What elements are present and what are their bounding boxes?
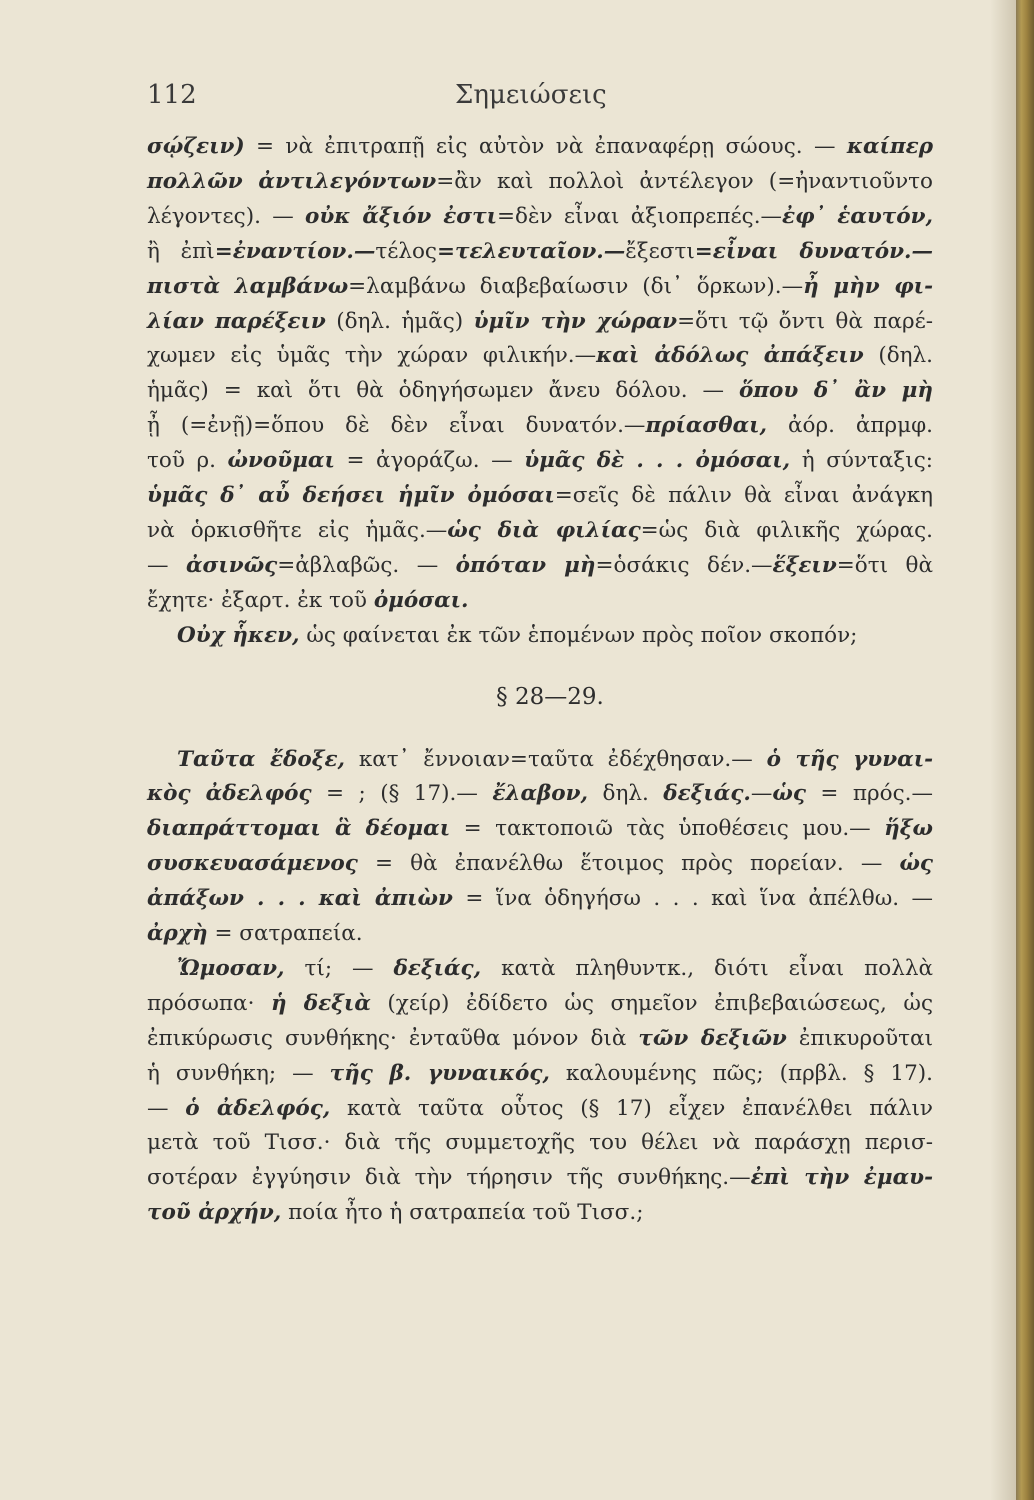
lemma: ἦ μὴν φι- <box>803 273 934 299</box>
text-line <box>147 882 933 917</box>
notes-paragraph-2 <box>147 743 933 952</box>
lemma: ἕξειν <box>772 552 837 578</box>
gloss-text: δηλ. <box>588 781 664 807</box>
text-line <box>147 130 933 165</box>
page-number: 112 <box>147 80 197 110</box>
text-line <box>147 1092 933 1127</box>
lemma: ὀμόσαι. <box>373 587 469 613</box>
text-line <box>147 235 933 270</box>
lemma: ὡς <box>772 781 806 807</box>
page-header <box>0 80 1016 120</box>
lemma: =τελευταῖον.— <box>436 238 626 264</box>
lemma: ἀπάξων . . . καὶ ἀπιὼν <box>147 886 453 912</box>
text-line <box>147 549 933 584</box>
gloss-text: =ὅτι τῷ ὄντι θὰ παρέ- <box>677 308 934 334</box>
text-line <box>147 200 933 235</box>
lemma: τῶν δεξιῶν <box>638 1025 787 1051</box>
gloss-text: =λαμβάνω διαβεβαίωσιν (δι᾽ ὅρκων).— <box>348 273 804 299</box>
lemma: ἡ δεξιὰ <box>270 990 371 1016</box>
gloss-text: χωμεν εἰς ὑμᾶς τὴν χώραν φιλικήν.— <box>147 343 597 369</box>
text-line <box>147 987 933 1022</box>
lemma: ἔλαβον, <box>492 781 589 807</box>
text-line <box>147 1126 933 1161</box>
lemma: πιστὰ λαμβάνω <box>147 273 349 299</box>
gloss-text: ἔξεστι <box>625 238 695 264</box>
gloss-text: ἐπικύρωσις συνθήκης· ἐνταῦθα μόνον διὰ <box>147 1025 639 1051</box>
lemma: λίαν παρέξειν <box>147 308 326 334</box>
lemma: ὁ τῆς γυναι- <box>766 746 934 772</box>
gloss-text: ᾖ (=ἐνῇ) <box>147 413 254 439</box>
lemma: ὑμᾶς δ᾽ αὖ δεήσει ἡμῖν ὀμόσαι <box>147 483 555 509</box>
gloss-text: νὰ ὁρκισθῆτε εἰς ἡμᾶς.— <box>147 517 448 543</box>
lemma: κὸς ἀδελφός <box>147 781 312 807</box>
section-heading: § 28—29. <box>496 683 604 710</box>
gloss-text: — <box>147 1095 186 1121</box>
lemma: ὡς <box>899 851 933 877</box>
lemma: ἐφ᾽ ἑαυτόν, <box>782 203 934 229</box>
gloss-text: κατ᾽ ἔννοιαν=ταῦτα ἐδέχθησαν.— <box>345 746 767 772</box>
gloss-text: κατὰ πληθυντκ., διότι εἶναι πολλὰ <box>481 955 934 981</box>
page-gutter-shadow <box>990 0 1016 1500</box>
lemma: ὡς διὰ φιλίας <box>447 517 641 543</box>
lemma: Ὤμοσαν, <box>177 955 285 981</box>
text-line <box>147 777 933 812</box>
gloss-text: =ὁσάκις δέν.— <box>595 552 773 578</box>
gloss-text: πρόσωπα· <box>147 990 271 1016</box>
lemma: τῆς β. γυναικός, <box>329 1060 550 1086</box>
gloss-text: = πρός.— <box>805 781 933 807</box>
gloss-text: — <box>147 552 186 578</box>
gloss-text: = σατραπεία. <box>207 921 363 947</box>
text-line <box>147 270 933 305</box>
gloss-text: ἔχητε· ἐξαρτ. ἐκ τοῦ <box>147 587 374 613</box>
gloss-text: =ὡς διὰ φιλικῆς χώρας. <box>640 517 934 543</box>
gloss-text: καλουμένης πῶς; (πρβλ. § 17). <box>549 1060 934 1086</box>
lemma: τοῦ ἀρχήν, <box>147 1200 282 1226</box>
gloss-text: ἀόρ. ἀπρμφ. <box>767 413 934 439</box>
text-line <box>147 1161 933 1196</box>
gloss-text: ἢ ἐπὶ <box>147 238 215 264</box>
lemma: ἥξω <box>884 816 933 842</box>
lemma: πρίασθαι, <box>645 413 768 439</box>
gloss-text: = ; (§ 17).— <box>311 781 493 807</box>
text-line <box>147 917 933 952</box>
gloss-text: μετὰ τοῦ Τισσ.· διὰ τῆς συμμετοχῆς του θέλει νὰ παράσχῃ περισ- <box>147 1130 933 1156</box>
gloss-text: — <box>750 781 773 807</box>
text-line <box>147 374 933 409</box>
gloss-text: ἐπικυροῦται <box>786 1025 933 1051</box>
lemma: δεξιάς, <box>393 955 482 981</box>
gloss-text: =ὅπου δὲ δὲν εἶναι δυνατόν.— <box>253 413 646 439</box>
lemma: ὑμᾶς δὲ . . . ὀμόσαι, <box>524 448 791 474</box>
gloss-text: ἡ σύνταξις: <box>790 448 933 474</box>
page-body <box>147 130 933 1231</box>
lemma: ὅπου δ᾽ ἂν μὴ <box>738 378 933 404</box>
text-line <box>147 165 933 200</box>
gloss-text: =ἀβλαβῶς. — <box>277 552 456 578</box>
lemma: καίπερ <box>846 134 933 159</box>
lemma: ἀσινῶς <box>185 552 278 578</box>
lemma: ἀρχὴ <box>147 921 208 947</box>
notes-paragraph-1 <box>147 130 933 654</box>
text-line <box>147 1196 933 1231</box>
lemma: δεξιάς. <box>663 781 751 807</box>
gloss-text: =ἂν καὶ πολλοὶ ἀντέλεγον (=ἠναντιοῦντο <box>436 168 933 194</box>
notes-paragraph-3 <box>147 952 933 1231</box>
gloss-text: τέλος <box>375 238 437 264</box>
gloss-text: = νὰ ἐπιτραπῇ εἰς αὐτὸν νὰ ἐπαναφέρῃ σώους. — <box>244 134 847 159</box>
gloss-text: λέγοντες). — <box>147 203 306 229</box>
lemma: ἐπὶ τὴν ἐμαυ- <box>750 1165 933 1191</box>
lemma: διαπράττομαι ἃ δέομαι <box>147 816 451 842</box>
gloss-text: ὡς φαίνεται ἐκ τῶν ἑπομένων πρὸς ποῖον σκοπόν; <box>299 622 858 648</box>
lemma: καὶ ἀδόλως ἀπάξειν <box>596 343 864 369</box>
text-line <box>147 514 933 549</box>
lemma: ὁ ἀδελφός, <box>185 1095 331 1121</box>
lemma: σῴζειν) <box>147 134 245 159</box>
lemma: Οὐχ ἧκεν, <box>177 622 300 648</box>
text-line <box>147 305 933 340</box>
text-line <box>147 1057 933 1092</box>
gloss-text: =δὲν εἶναι ἀξιοπρεπές.— <box>497 203 783 229</box>
lemma: οὐκ ἄξιόν ἐστι <box>305 203 498 229</box>
lemma: Ταῦτα ἔδοξε, <box>177 746 346 772</box>
lemma: πολλῶν ἀντιλεγόντων <box>147 168 437 194</box>
gloss-text: =ὅτι θὰ <box>836 552 933 578</box>
text-line <box>147 479 933 514</box>
gloss-text: ποία ἦτο ἡ σατραπεία τοῦ Τισσ.; <box>281 1200 644 1226</box>
lemma: συσκευασάμενος <box>147 851 358 877</box>
book-binding-edge <box>1016 0 1034 1500</box>
gloss-text: (δηλ. <box>863 343 933 369</box>
gloss-text: = τακτοποιῶ τὰς ὑποθέσεις μου.— <box>450 816 885 842</box>
text-line <box>147 339 933 374</box>
text-line <box>147 619 933 654</box>
text-line <box>147 584 933 619</box>
gloss-text: τοῦ ρ. <box>147 448 228 474</box>
gloss-text: ἡ συνθήκη; — <box>147 1060 330 1086</box>
text-line <box>147 812 933 847</box>
text-line <box>147 847 933 882</box>
gloss-text: ἡμᾶς) = καὶ ὅτι θὰ ὁδηγήσωμεν ἄνευ δόλου. — <box>147 378 739 404</box>
lemma: =εἶναι δυνατόν.— <box>694 238 933 264</box>
text-line <box>147 952 933 987</box>
lemma: ὁπόταν μὴ <box>455 552 596 578</box>
text-line <box>147 743 933 778</box>
lemma: ὠνοῦμαι <box>227 448 335 474</box>
gloss-text: = ἵνα ὁδηγήσω . . . καὶ ἵνα ἀπέλθω. — <box>452 886 933 912</box>
running-title: Σημειώσεις <box>455 80 607 110</box>
text-line <box>147 409 933 444</box>
text-line <box>147 444 933 479</box>
gloss-text: σοτέραν ἐγγύησιν διὰ τὴν τήρησιν τῆς συνθήκης.— <box>147 1165 751 1191</box>
gloss-text: τί; — <box>284 955 394 981</box>
gloss-text: = ἀγοράζω. — <box>334 448 525 474</box>
text-line <box>147 1022 933 1057</box>
lemma: ὑμῖν τὴν χώραν <box>473 308 678 334</box>
gloss-text: =σεῖς δὲ πάλιν θὰ εἶναι ἀνάγκη <box>554 483 934 509</box>
lemma: =ἐναντίον.— <box>214 238 376 264</box>
gloss-text: (χείρ) ἐδίδετο ὡς σημεῖον ἐπιβεβαιώσεως, ὡς <box>370 990 933 1016</box>
gloss-text: (δηλ. ἡμᾶς) <box>325 308 474 334</box>
gloss-text: = θὰ ἐπανέλθω ἕτοιμος πρὸς πορείαν. — <box>357 851 900 877</box>
gloss-text: κατὰ ταῦτα οὗτος (§ 17) εἶχεν ἐπανέλθει πάλιν <box>330 1095 933 1121</box>
